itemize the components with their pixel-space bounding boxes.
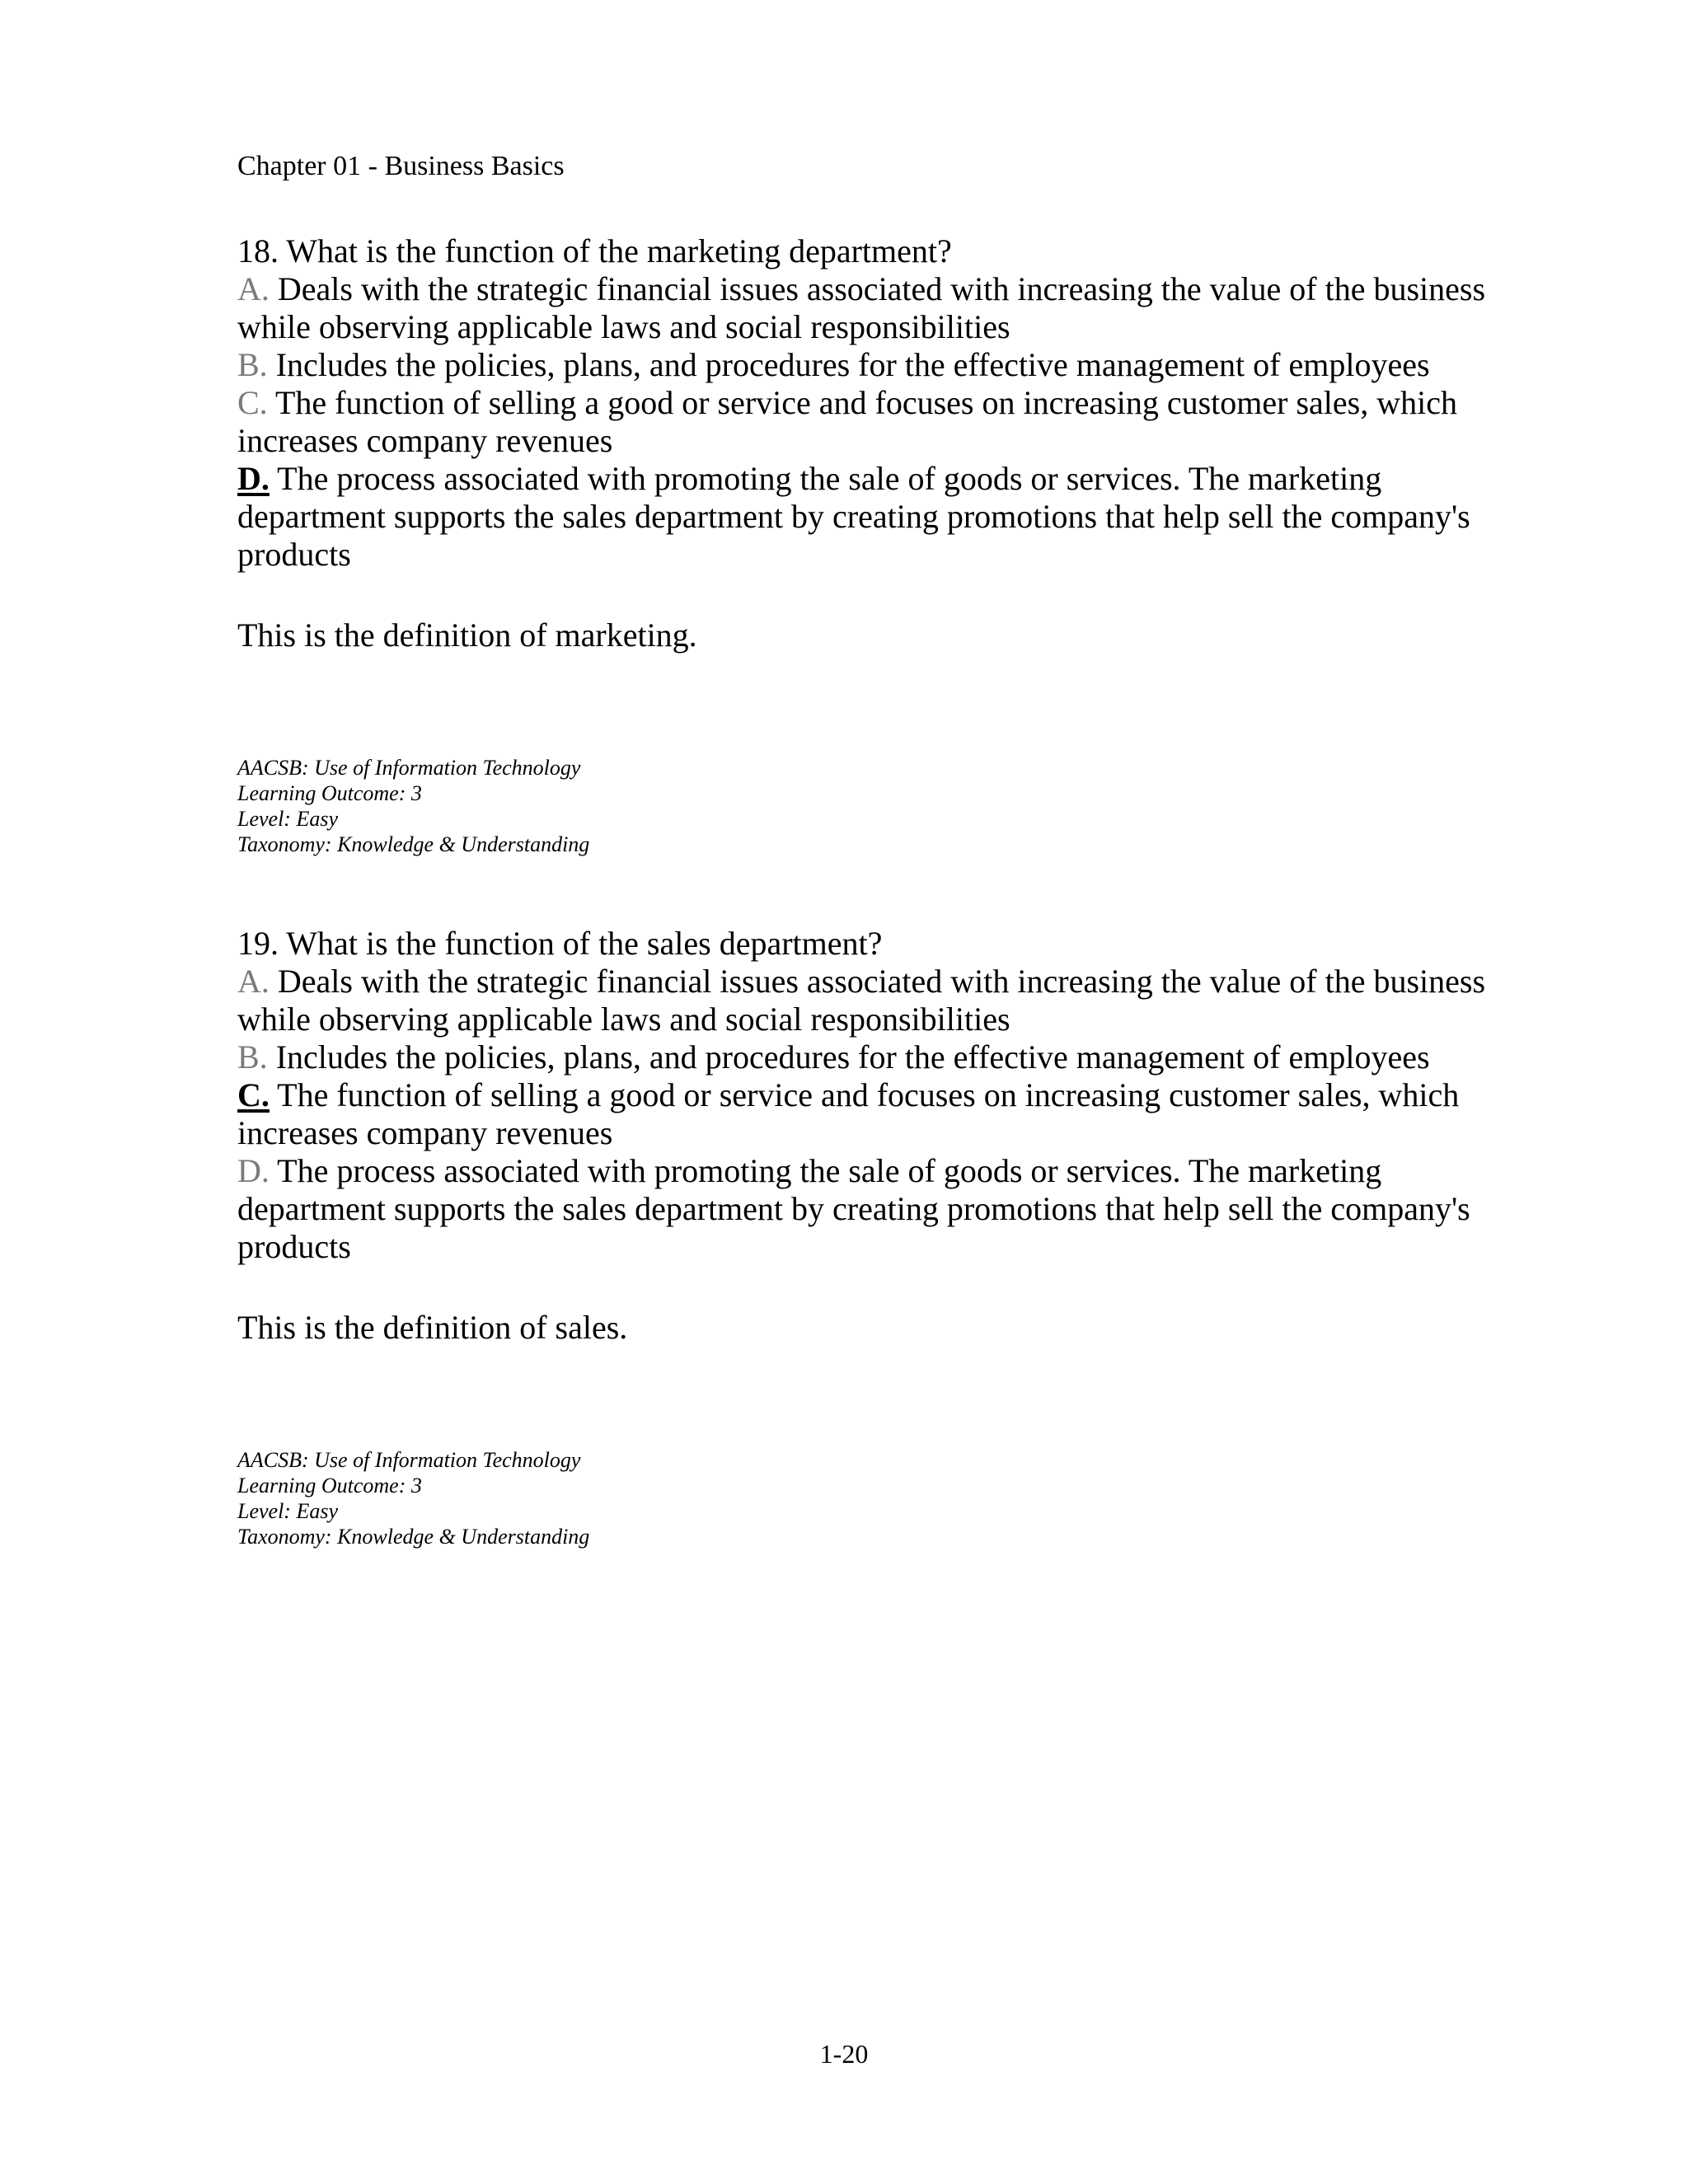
option-text: Includes the policies, plans, and procedures for the effective management of employees xyxy=(267,346,1430,383)
meta-aacsb: AACSB: Use of Information Technology xyxy=(237,1448,581,1472)
explanation: This is the definition of marketing. xyxy=(237,616,697,654)
option-letter: B. xyxy=(237,1038,268,1076)
option-b xyxy=(237,346,1490,384)
option-letter: D. xyxy=(237,1152,270,1189)
question-19 xyxy=(237,925,1490,1549)
option-text: Deals with the strategic financial issues associated with increasing the value of the business while observing applicable laws and social responsibilities xyxy=(237,270,1486,345)
option-text: Includes the policies, plans, and procedures for the effective management of employees xyxy=(267,1038,1430,1076)
option-text: The function of selling a good or service and focuses on increasing customer sales, which increases company revenues xyxy=(237,1076,1460,1151)
meta-aacsb: AACSB: Use of Information Technology xyxy=(237,756,581,780)
meta-learning-outcome: Learning Outcome: 3 xyxy=(237,1474,422,1497)
option-d xyxy=(237,460,1490,574)
option-a xyxy=(237,963,1490,1038)
meta-taxonomy: Taxonomy: Knowledge & Understanding xyxy=(237,1525,590,1549)
option-letter: B. xyxy=(237,346,268,383)
option-letter: A. xyxy=(237,963,270,1000)
explanation: This is the definition of sales. xyxy=(237,1309,628,1346)
option-letter: A. xyxy=(237,270,270,307)
option-c xyxy=(237,1076,1490,1152)
option-text: Deals with the strategic financial issues associated with increasing the value of the business while observing applicable laws and social responsibilities xyxy=(237,963,1486,1038)
option-a xyxy=(237,270,1490,346)
option-text: The function of selling a good or service and focuses on increasing customer sales, which increases company revenues xyxy=(237,384,1457,459)
option-d xyxy=(237,1152,1490,1266)
option-letter: C. xyxy=(237,384,268,421)
meta-taxonomy: Taxonomy: Knowledge & Understanding xyxy=(237,832,590,856)
option-c xyxy=(237,384,1490,460)
meta-level: Level: Easy xyxy=(237,1499,339,1523)
question-18 xyxy=(237,232,1490,857)
meta-learning-outcome: Learning Outcome: 3 xyxy=(237,781,422,805)
question-metadata xyxy=(237,755,1490,857)
chapter-header: Chapter 01 - Business Basics xyxy=(237,151,565,181)
option-letter-correct: C. xyxy=(237,1076,270,1113)
option-b xyxy=(237,1038,1490,1076)
question-text: 19. What is the function of the sales department? xyxy=(237,925,883,962)
question-metadata xyxy=(237,1447,1490,1549)
meta-level: Level: Easy xyxy=(237,807,339,831)
option-letter-correct: D. xyxy=(237,460,270,497)
option-text: The process associated with promoting the sale of goods or services. The marketing department supports the sales department by creating promotions that help sell the company's products xyxy=(237,1152,1470,1265)
question-text: 18. What is the function of the marketing department? xyxy=(237,232,952,269)
page-number: 1-20 xyxy=(819,2039,869,2069)
option-text: The process associated with promoting the sale of goods or services. The marketing department supports the sales department by creating promotions that help sell the company's products xyxy=(237,460,1470,573)
